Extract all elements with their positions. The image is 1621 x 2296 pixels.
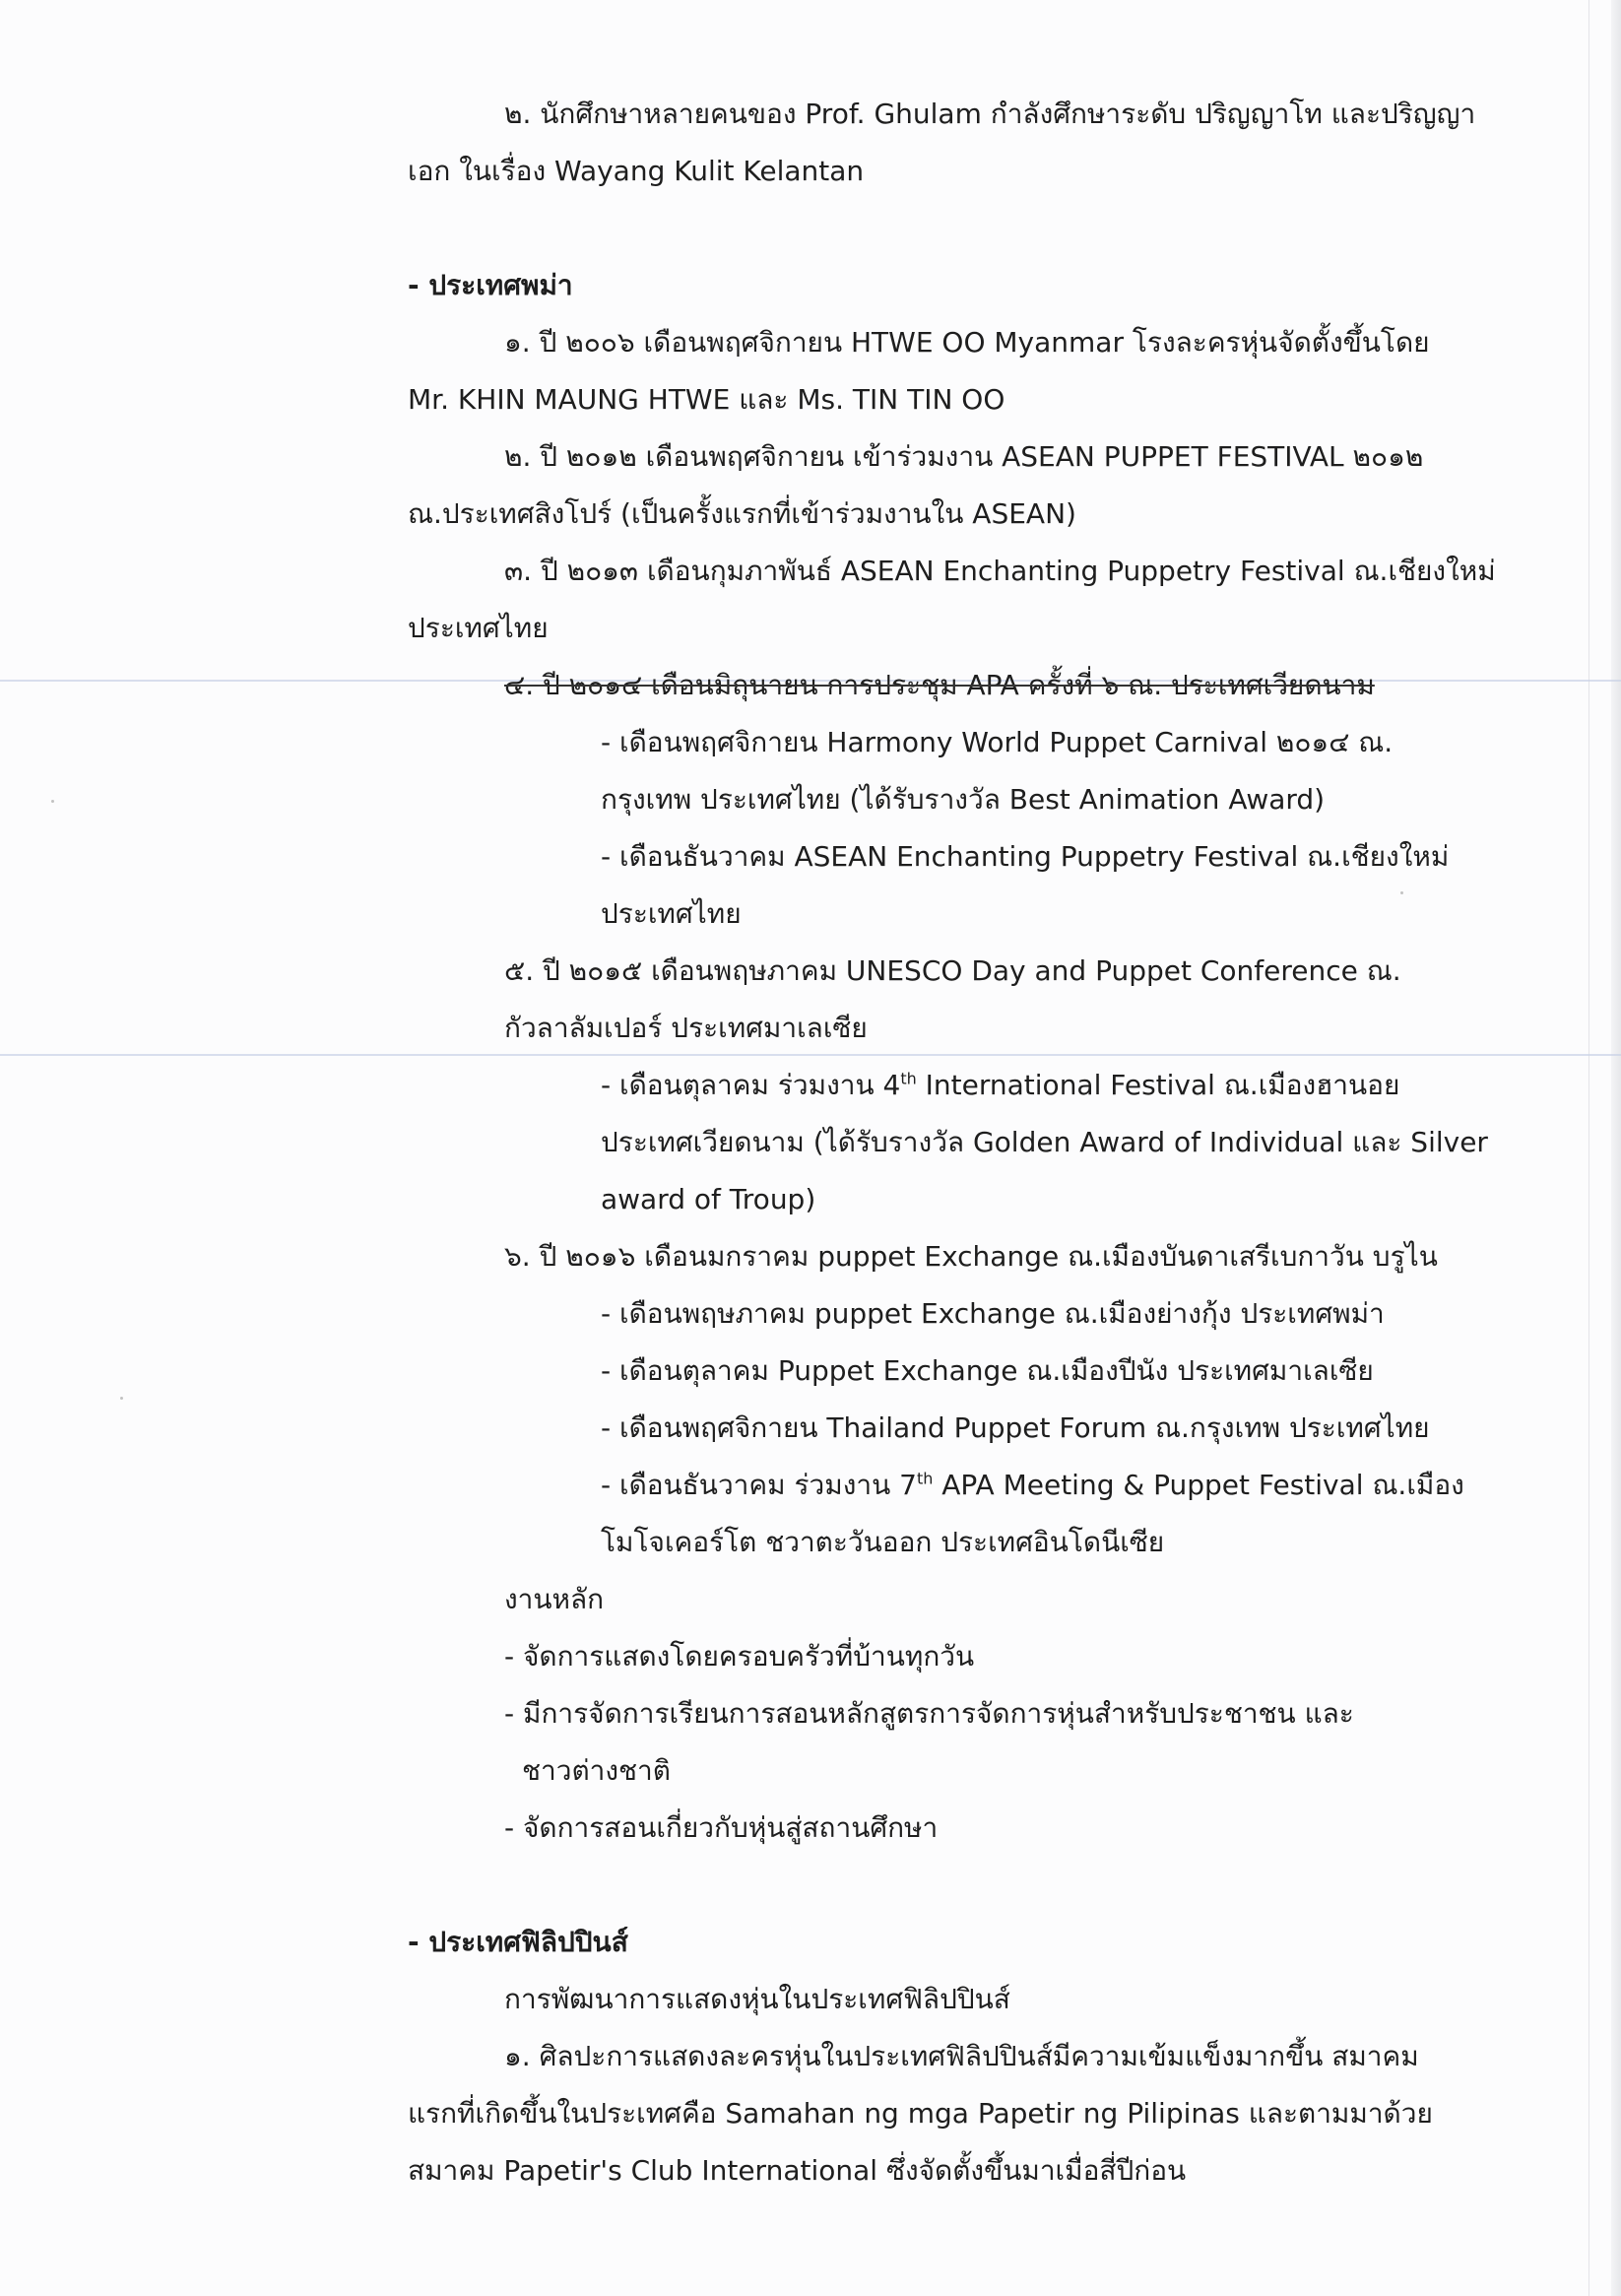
sub-list-item-text: International Festival ณ.เมืองฮานอย bbox=[916, 1069, 1400, 1101]
list-item: ๒. ปี ๒๐๑๒ เดือนพฤศจิกายน เข้าร่วมงาน ASEAN PUPPET FESTIVAL ๒๐๑๒ bbox=[504, 440, 1424, 473]
list-item-continuation: กัวลาลัมเปอร์ ประเทศมาเลเซีย bbox=[504, 1012, 868, 1044]
bullet-item: - จัดการแสดงโดยครอบครัวที่บ้านทุกวัน bbox=[504, 1640, 975, 1673]
scan-artifact-line bbox=[0, 1054, 1621, 1056]
paragraph-line: การพัฒนาการแสดงหุ่นในประเทศฟิลิปปินส์ bbox=[504, 1983, 1010, 2015]
sub-list-item: - เดือนพฤษภาคม puppet Exchange ณ.เมืองย่างกุ้ง ประเทศพม่า bbox=[601, 1297, 1385, 1330]
list-item: ๑. ปี ๒๐๐๖ เดือนพฤศจิกายน HTWE OO Myanmar โรงละครหุ่นจัดตั้งขึ้นโดย bbox=[504, 326, 1430, 359]
paragraph-line: เอก ในเรื่อง Wayang Kulit Kelantan bbox=[408, 155, 865, 187]
main-work-heading: งานหลัก bbox=[504, 1583, 605, 1615]
scan-speck bbox=[120, 1397, 123, 1400]
section-heading-myanmar: - ประเทศพม่า bbox=[408, 269, 573, 301]
sub-list-item-continuation: โมโจเคอร์โต ชวาตะวันออก ประเทศอินโดนีเซีย bbox=[601, 1526, 1165, 1558]
list-item-continuation: สมาคม Papetir's Club International ซึ่งจัดตั้งขึ้นมาเมื่อสี่ปีก่อน bbox=[408, 2154, 1187, 2187]
list-item-struck: ๔. ปี ๒๐๑๔ เดือนมิถุนายน การประชุม APA ครั้งที่ ๖ ณ. ประเทศเวียดนาม bbox=[504, 669, 1375, 701]
list-item: ๓. ปี ๒๐๑๓ เดือนกุมภาพันธ์ ASEAN Enchanting Puppetry Festival ณ.เชียงใหม่ bbox=[504, 555, 1496, 587]
superscript: th bbox=[916, 1469, 934, 1488]
list-item-continuation: ประเทศไทย bbox=[408, 612, 549, 644]
sub-list-item-continuation: award of Troup) bbox=[601, 1183, 816, 1215]
sub-list-item bbox=[601, 1466, 1464, 1505]
sub-list-item: - เดือนพฤศจิกายน Harmony World Puppet Carnival ๒๐๑๔ ณ. bbox=[601, 726, 1394, 758]
superscript: th bbox=[900, 1069, 917, 1088]
list-item-continuation: ณ.ประเทศสิงโปร์ (เป็นครั้งแรกที่เข้าร่วมงานใน ASEAN) bbox=[408, 497, 1076, 530]
sub-list-item-continuation: กรุงเทพ ประเทศไทย (ได้รับรางวัล Best Animation Award) bbox=[601, 783, 1326, 816]
scan-speck bbox=[51, 800, 54, 803]
sub-list-item bbox=[601, 1066, 1399, 1105]
list-item-continuation: แรกที่เกิดขึ้นในประเทศคือ Samahan ng mga Papetir ng Pilipinas และตามมาด้วย bbox=[408, 2097, 1433, 2130]
bullet-item: - จัดการสอนเกี่ยวกับหุ่นสู่สถานศึกษา bbox=[504, 1811, 939, 1844]
scan-speck bbox=[1400, 891, 1403, 894]
list-item: ๕. ปี ๒๐๑๕ เดือนพฤษภาคม UNESCO Day and Puppet Conference ณ. bbox=[504, 954, 1401, 987]
list-item: ๑. ศิลปะการแสดงละครหุ่นในประเทศฟิลิปปินส์มีความเข้มแข็งมากขึ้น สมาคม bbox=[504, 2040, 1419, 2072]
paragraph-line: ๒. นักศึกษาหลายคนของ Prof. Ghulam กำลังศึกษาระดับ ปริญญาโท และปริญญา bbox=[504, 98, 1476, 130]
sub-list-item-continuation: ประเทศไทย bbox=[601, 897, 742, 930]
page-edge-shadow bbox=[1611, 0, 1621, 2296]
list-item: ๖. ปี ๒๐๑๖ เดือนมกราคม puppet Exchange ณ.เมืองบันดาเสรีเบกาวัน บรูไน bbox=[504, 1240, 1438, 1273]
sub-list-item: - เดือนตุลาคม Puppet Exchange ณ.เมืองปีนัง ประเทศมาเลเซีย bbox=[601, 1354, 1374, 1387]
sub-list-item-text: - เดือนธันวาคม ร่วมงาน 7 bbox=[601, 1469, 917, 1501]
sub-list-item-continuation: ประเทศเวียดนาม (ได้รับรางวัล Golden Award of Individual และ Silver bbox=[601, 1126, 1488, 1158]
sub-list-item-text: APA Meeting & Puppet Festival ณ.เมือง bbox=[933, 1469, 1464, 1501]
section-heading-philippines: - ประเทศฟิลิปปินส์ bbox=[408, 1926, 628, 1958]
sub-list-item: - เดือนธันวาคม ASEAN Enchanting Puppetry Festival ณ.เชียงใหม่ bbox=[601, 840, 1450, 873]
bullet-item-continuation: ชาวต่างชาติ bbox=[522, 1754, 671, 1787]
bullet-item: - มีการจัดการเรียนการสอนหลักสูตรการจัดการหุ่นสำหรับประชาชน และ bbox=[504, 1697, 1354, 1730]
sub-list-item-text: - เดือนตุลาคม ร่วมงาน 4 bbox=[601, 1069, 901, 1101]
list-item-continuation: Mr. KHIN MAUNG HTWE และ Ms. TIN TIN OO bbox=[408, 383, 1005, 416]
sub-list-item: - เดือนพฤศจิกายน Thailand Puppet Forum ณ.กรุงเทพ ประเทศไทย bbox=[601, 1411, 1430, 1444]
